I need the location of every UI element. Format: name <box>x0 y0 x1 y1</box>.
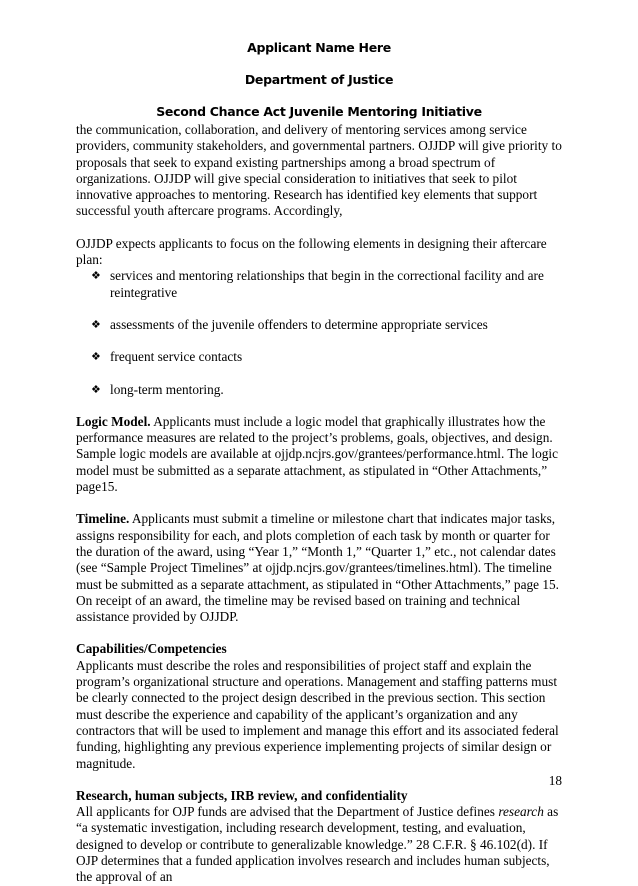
capabilities-heading: Capabilities/Competencies <box>76 641 227 657</box>
research-text <box>76 804 568 885</box>
header-program: Second Chance Act Juvenile Mentoring Initiative <box>156 104 482 119</box>
research-term: research <box>498 804 544 820</box>
diamond-bullet-icon: ❖ <box>91 351 101 364</box>
elements-list <box>76 268 568 397</box>
list-item-text: frequent service contacts <box>110 349 243 365</box>
page-number: 18 <box>548 773 562 788</box>
diamond-bullet-icon: ❖ <box>91 270 101 283</box>
intro-paragraph: the communication, collaboration, and delivery of mentoring services among service providers, community stakeholders, and governmental partners. OJJDP will give priority to proposals that seek to expand existing partnerships among a broad spectrum of organizations. OJJDP will give special consideration to initiatives that seek to pilot innovative approaches to mentoring. Research has identified key elements that support successful youth aftercare programs. Accordingly, <box>76 122 562 219</box>
list-item-text: assessments of the juvenile offenders to determine appropriate services <box>110 316 488 332</box>
list-item-text: long-term mentoring. <box>110 381 224 397</box>
list-item <box>76 382 568 398</box>
elements-intro: OJJDP expects applicants to focus on the following elements in designing their aftercare plan: <box>76 235 547 268</box>
logic-model-label: Logic Model. <box>76 413 151 429</box>
logic-model-paragraph <box>76 414 568 495</box>
list-item-text: services and mentoring relationships that begin in the correctional facility and are reintegrative <box>110 268 544 300</box>
timeline-paragraph <box>76 511 568 625</box>
research-text-after: as “a systematic investigation, including research development, testing, and evaluation, designed to develop or contribute to generalizable knowledge.” 28 C.F.R. § 46.102(d). If OJP determines that a funded application involves research and includes human subjects, the approval of an <box>76 804 559 885</box>
header-applicant: Applicant Name Here <box>247 40 391 55</box>
diamond-bullet-icon: ❖ <box>91 383 101 396</box>
diamond-bullet-icon: ❖ <box>91 318 101 331</box>
list-item <box>76 317 568 333</box>
list-item <box>76 268 568 301</box>
header-department: Department of Justice <box>244 72 394 87</box>
research-heading: Research, human subjects, IRB review, and confidentiality <box>76 787 408 803</box>
timeline-text: Applicants must submit a timeline or milestone chart that indicates major tasks, assigns responsibility for each, and plots completion of each task by month or quarter for the duration of the award, using “Year 1,” “Month 1,” “Quarter 1,” etc., not calendar dates (see “Sample Project Timelines” at ojjdp.ncjrs.gov/grantees/timelines.html). The timeline must be submitted as a separate attachment, as stipulated in “Other Attachments,” page 15. On receipt of an award, the timeline may be revised based on training and technical assistance provided by OJJDP. <box>76 511 559 625</box>
research-text-before: All applicants for OJP funds are advised that the Department of Justice defines <box>76 804 499 820</box>
document-body <box>76 122 568 886</box>
logic-model-text: Applicants must include a logic model that graphically illustrates how the performance measures are related to the project’s problems, goals, objectives, and design. Sample logic models are available at ojjdp.ncjrs.gov/grantees/performance.html. The logic model must be submitted as a separate attachment, as stipulated in “Other Attachments,” page15. <box>76 413 558 495</box>
timeline-label: Timeline. <box>76 511 130 527</box>
capabilities-text: Applicants must describe the roles and responsibilities of project staff and explain the program’s organizational structure and operations. Management and staffing patterns must be clearly connected to the project design described in the previous section. This section must describe the experience and capability of the applicant’s organization and any contractors that will be used to implement and manage this effort and its associated federal funding, highlighting any previous experience implementing projects of similar design or magnitude. <box>76 657 559 771</box>
list-item <box>76 349 568 365</box>
